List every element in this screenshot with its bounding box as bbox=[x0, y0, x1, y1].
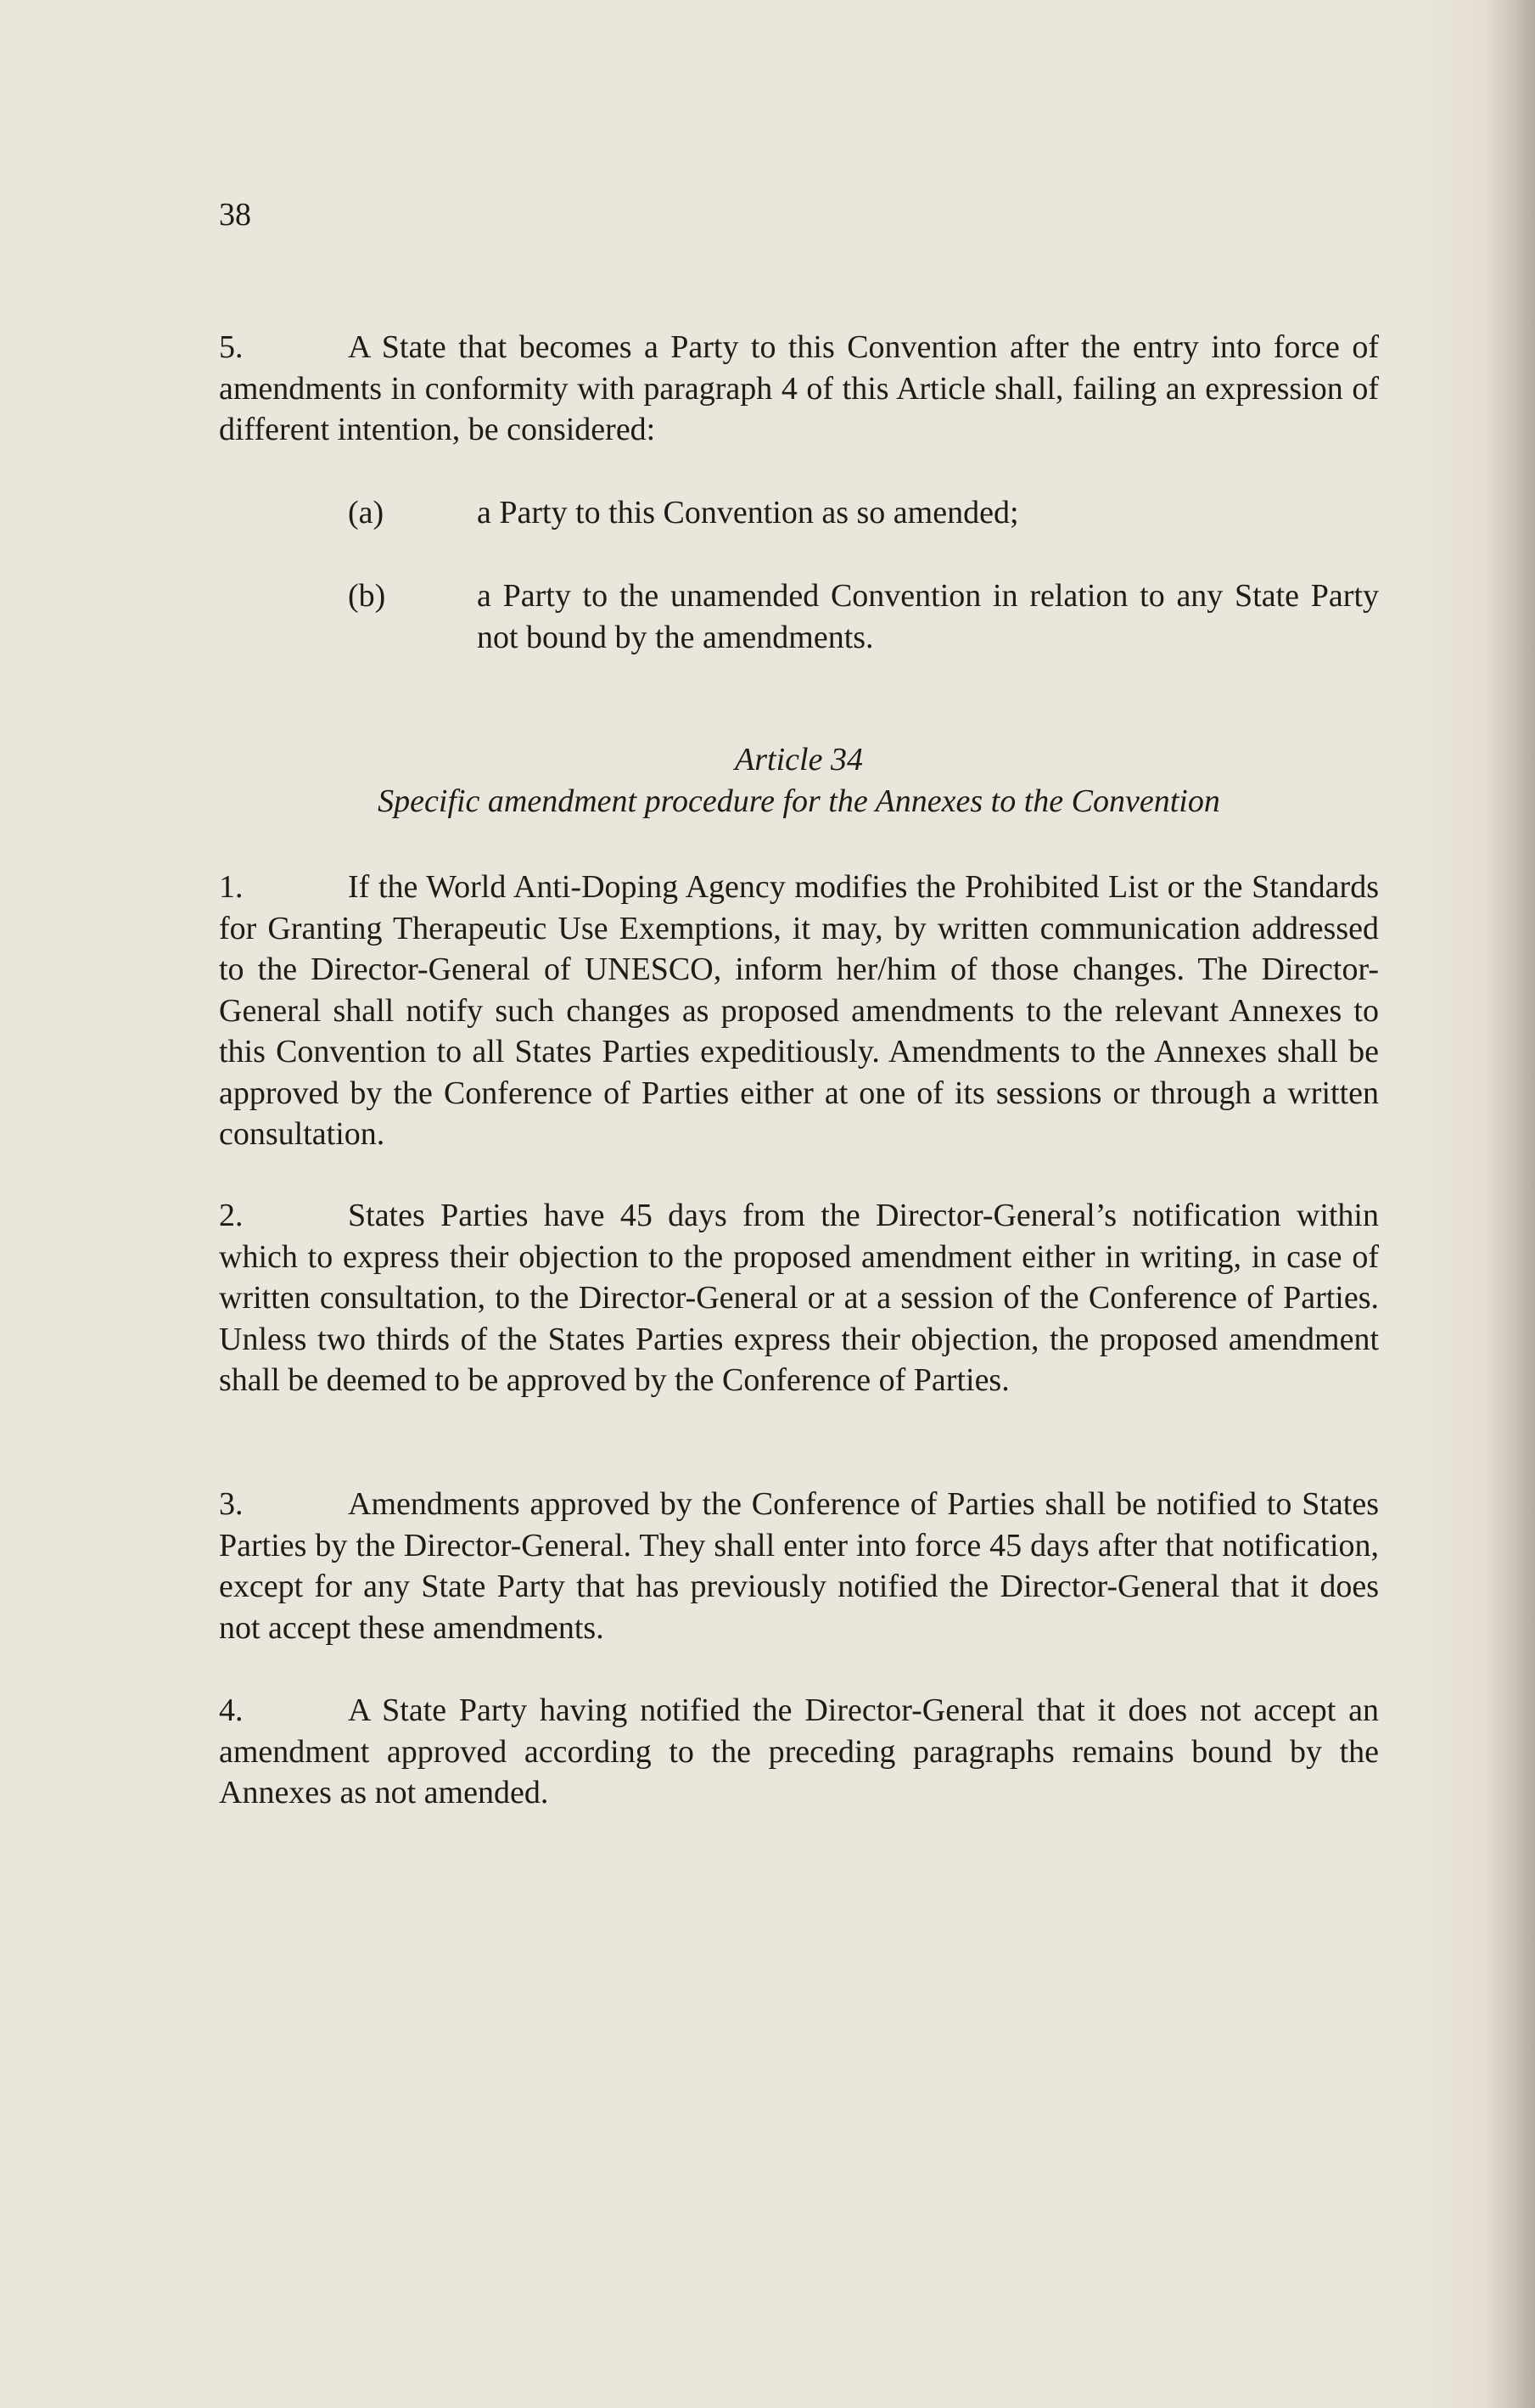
list-item-text: a Party to this Convention as so amended; bbox=[477, 495, 1019, 530]
list-item-text: a Party to the unamended Convention in relation to any State Party not bound by the amendments. bbox=[477, 578, 1379, 655]
paragraph-number: 1. bbox=[219, 869, 244, 905]
paragraph-number: 5. bbox=[219, 329, 244, 365]
article-paragraph-4 bbox=[219, 1690, 1379, 1814]
paragraph-text: A State Party having notified the Director-General that it does not accept an amendment approved according to the preceding paragraphs remains bound by the Annexes as not amended. bbox=[219, 1692, 1379, 1810]
page-spine-shadow bbox=[1484, 0, 1535, 2408]
list-item-a bbox=[348, 492, 1379, 534]
paragraph-text: Amendments approved by the Conference of Parties shall be notified to States Parties by the Director-General. They shall enter into force 45 days after that notification, except for any State Party that has previously notified the Director-General that it does not accept these amendments. bbox=[219, 1486, 1379, 1646]
list-item-b bbox=[348, 575, 1379, 658]
paragraph-number: 3. bbox=[219, 1486, 244, 1522]
paragraph-number: 4. bbox=[219, 1692, 244, 1728]
paragraph-number: 2. bbox=[219, 1198, 244, 1233]
paragraph-text: If the World Anti-Doping Agency modifies the Prohibited List or the Standards for Granting Therapeutic Use Exemptions, it may, by written communication addressed to the Director-General of UNESCO, inform her/him of those changes. The Director-General shall notify such changes as proposed amendments to the relevant Annexes to this Convention to all States Parties expeditiously. Amendments to the Annexes shall be approved by the Conference of Parties either at one of its sessions or through a written consultation. bbox=[219, 869, 1379, 1152]
article-title: Article 34 bbox=[735, 742, 863, 777]
paragraph-text: States Parties have 45 days from the Director-General’s notification within which to express their objection to the proposed amendment either in writing, in case of written consultation, to the Director-General or at a session of the Conference of Parties. Unless two thirds of the States Parties express their objection, the proposed amendment shall be deemed to be approved by the Conference of Parties. bbox=[219, 1198, 1379, 1398]
article-paragraph-3 bbox=[219, 1484, 1379, 1648]
article-paragraph-2 bbox=[219, 1195, 1379, 1401]
list-item-label: (b) bbox=[348, 578, 386, 614]
paragraph-5 bbox=[219, 327, 1379, 451]
article-subtitle: Specific amendment procedure for the Annexes to the Convention bbox=[378, 783, 1220, 819]
page-number: 38 bbox=[219, 197, 251, 233]
list-item-label: (a) bbox=[348, 495, 384, 530]
paragraph-text: A State that becomes a Party to this Convention after the entry into force of amendments in conformity with paragraph 4 of this Article shall, failing an expression of different intention, be considered: bbox=[219, 329, 1379, 447]
article-paragraph-1 bbox=[219, 867, 1379, 1155]
